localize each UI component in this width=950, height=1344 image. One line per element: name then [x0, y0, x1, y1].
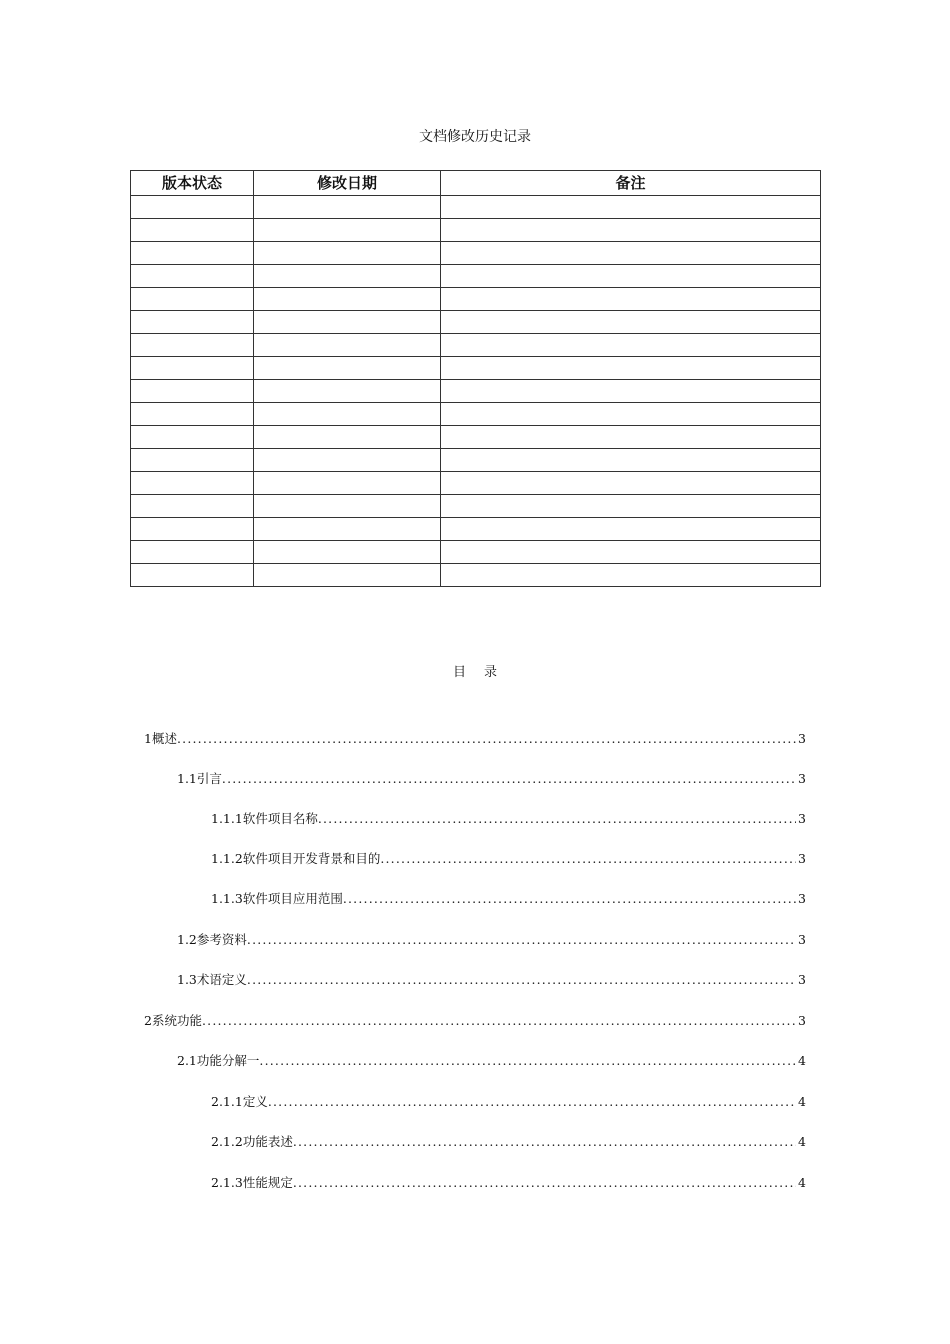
date-cell[interactable]	[254, 495, 441, 518]
toc-entry-label: 功能分解一	[196, 1053, 260, 1068]
remarks-cell[interactable]	[441, 495, 821, 518]
toc-entry-page: 3	[798, 891, 806, 906]
toc-entry-label: 参考资料	[196, 932, 247, 947]
history-table-body	[131, 196, 821, 587]
toc-entry-label: 软件项目名称	[242, 811, 318, 826]
toc-entry[interactable]	[0, 810, 806, 828]
version-cell[interactable]	[131, 196, 254, 219]
toc-dot-leader	[247, 971, 796, 989]
toc-entry-page: 3	[798, 1013, 806, 1028]
remarks-cell[interactable]	[441, 449, 821, 472]
toc-entry-page: 4	[798, 1094, 806, 1109]
toc-entry-page: 3	[798, 851, 806, 866]
toc-title	[0, 664, 950, 682]
toc-entry-number: 2.1	[177, 1053, 197, 1068]
toc-entry[interactable]	[0, 730, 806, 748]
toc-dot-leader	[259, 1052, 796, 1070]
version-cell[interactable]	[131, 288, 254, 311]
date-cell[interactable]	[254, 219, 441, 242]
remarks-cell[interactable]	[441, 380, 821, 403]
toc-entry[interactable]	[0, 971, 806, 989]
table-row	[131, 265, 821, 288]
toc-entry[interactable]	[0, 1093, 806, 1111]
remarks-cell[interactable]	[441, 196, 821, 219]
remarks-cell[interactable]	[441, 541, 821, 564]
toc-entry-label: 术语定义	[196, 972, 247, 987]
toc-entry-number: 1.3	[177, 972, 197, 987]
remarks-cell[interactable]	[441, 403, 821, 426]
remarks-cell[interactable]	[441, 334, 821, 357]
table-row	[131, 380, 821, 403]
date-cell[interactable]	[254, 449, 441, 472]
date-cell[interactable]	[254, 265, 441, 288]
toc-entry-page: 4	[798, 1175, 806, 1190]
table-row	[131, 564, 821, 587]
toc-entry[interactable]	[0, 1012, 806, 1030]
toc-entry-number: 2.1.1	[211, 1094, 243, 1109]
table-row	[131, 518, 821, 541]
toc-dot-leader	[222, 770, 796, 788]
date-cell[interactable]	[254, 564, 441, 587]
table-row	[131, 196, 821, 219]
toc-entry-page: 3	[798, 972, 806, 987]
toc-entry-label: 功能表述	[242, 1134, 293, 1149]
toc-entry-label: 性能规定	[242, 1175, 293, 1190]
version-cell[interactable]	[131, 403, 254, 426]
version-cell[interactable]	[131, 380, 254, 403]
date-cell[interactable]	[254, 311, 441, 334]
toc-title-right: 录	[484, 665, 498, 680]
toc-dot-leader	[247, 931, 796, 949]
toc-dot-leader	[380, 850, 796, 868]
date-cell[interactable]	[254, 518, 441, 541]
toc-entry-page: 3	[798, 771, 806, 786]
revision-history-table	[130, 170, 821, 587]
remarks-cell[interactable]	[441, 426, 821, 449]
toc-entry[interactable]	[0, 931, 806, 949]
version-cell[interactable]	[131, 541, 254, 564]
table-header-row	[131, 171, 821, 196]
toc-entry-page: 3	[798, 932, 806, 947]
toc-entry[interactable]	[0, 850, 806, 868]
toc-entry-number: 1.1.1	[211, 811, 243, 826]
remarks-cell[interactable]	[441, 311, 821, 334]
version-cell[interactable]	[131, 311, 254, 334]
table-row	[131, 449, 821, 472]
toc-entry-label: 软件项目开发背景和目的	[242, 851, 381, 866]
table-row	[131, 334, 821, 357]
toc-entry[interactable]	[0, 1133, 806, 1151]
version-cell[interactable]	[131, 472, 254, 495]
table-row	[131, 357, 821, 380]
version-cell[interactable]	[131, 265, 254, 288]
toc-entry-label: 软件项目应用范围	[242, 891, 343, 906]
toc-entry-number: 1.1	[177, 771, 197, 786]
toc-title-left: 目	[452, 665, 466, 680]
table-row	[131, 472, 821, 495]
toc-entry-label: 定义	[242, 1094, 268, 1109]
toc-entry[interactable]	[0, 890, 806, 908]
table-row	[131, 403, 821, 426]
version-cell[interactable]	[131, 242, 254, 265]
remarks-cell[interactable]	[441, 288, 821, 311]
toc-entry-number: 1.1.2	[211, 851, 243, 866]
toc-entry-page: 4	[798, 1134, 806, 1149]
toc-entry-label: 概述	[151, 731, 177, 746]
toc-entry[interactable]	[0, 1174, 806, 1192]
table-row	[131, 242, 821, 265]
toc-dot-leader	[202, 1012, 796, 1030]
remarks-cell[interactable]	[441, 219, 821, 242]
remarks-cell[interactable]	[441, 564, 821, 587]
history-title: 文档修改历史记录	[419, 129, 531, 145]
version-cell[interactable]	[131, 495, 254, 518]
table-row	[131, 219, 821, 242]
table-row	[131, 495, 821, 518]
remarks-cell[interactable]	[441, 242, 821, 265]
toc-dot-leader	[343, 890, 796, 908]
remarks-cell[interactable]	[441, 357, 821, 380]
date-cell[interactable]	[254, 357, 441, 380]
version-cell[interactable]	[131, 219, 254, 242]
toc-dot-leader	[268, 1093, 796, 1111]
toc-entry-number: 2.1.2	[211, 1134, 243, 1149]
toc-entry[interactable]	[0, 1052, 806, 1070]
version-cell[interactable]	[131, 426, 254, 449]
date-cell[interactable]	[254, 403, 441, 426]
remarks-cell[interactable]	[441, 265, 821, 288]
table-row	[131, 541, 821, 564]
date-cell[interactable]	[254, 334, 441, 357]
toc-entry-label: 系统功能	[151, 1013, 202, 1028]
toc-entry-label: 引言	[196, 771, 222, 786]
toc-dot-leader	[293, 1133, 796, 1151]
toc-dot-leader	[293, 1174, 796, 1192]
toc-dot-leader	[177, 730, 796, 748]
toc-entry-number: 2	[144, 1013, 152, 1028]
toc-entry-page: 3	[798, 731, 806, 746]
toc-entry-number: 2.1.3	[211, 1175, 243, 1190]
version-cell[interactable]	[131, 518, 254, 541]
table-row	[131, 426, 821, 449]
toc-dot-leader	[318, 810, 796, 828]
toc-entry[interactable]	[0, 770, 806, 788]
remarks-cell[interactable]	[441, 518, 821, 541]
date-cell[interactable]	[254, 426, 441, 449]
column-header-remarks: 备注	[441, 171, 821, 196]
remarks-cell[interactable]	[441, 472, 821, 495]
table-row	[131, 288, 821, 311]
date-cell[interactable]	[254, 288, 441, 311]
toc-entry-page: 4	[798, 1053, 806, 1068]
version-cell[interactable]	[131, 357, 254, 380]
date-cell[interactable]	[254, 242, 441, 265]
version-cell[interactable]	[131, 564, 254, 587]
table-row	[131, 311, 821, 334]
column-header-version: 版本状态	[131, 171, 254, 196]
date-cell[interactable]	[254, 472, 441, 495]
toc-entry-page: 3	[798, 811, 806, 826]
date-cell[interactable]	[254, 541, 441, 564]
date-cell[interactable]	[254, 196, 441, 219]
date-cell[interactable]	[254, 380, 441, 403]
toc-entry-number: 1	[144, 731, 152, 746]
toc-entry-number: 1.2	[177, 932, 197, 947]
column-header-date: 修改日期	[254, 171, 441, 196]
version-cell[interactable]	[131, 334, 254, 357]
toc-entry-number: 1.1.3	[211, 891, 243, 906]
version-cell[interactable]	[131, 449, 254, 472]
